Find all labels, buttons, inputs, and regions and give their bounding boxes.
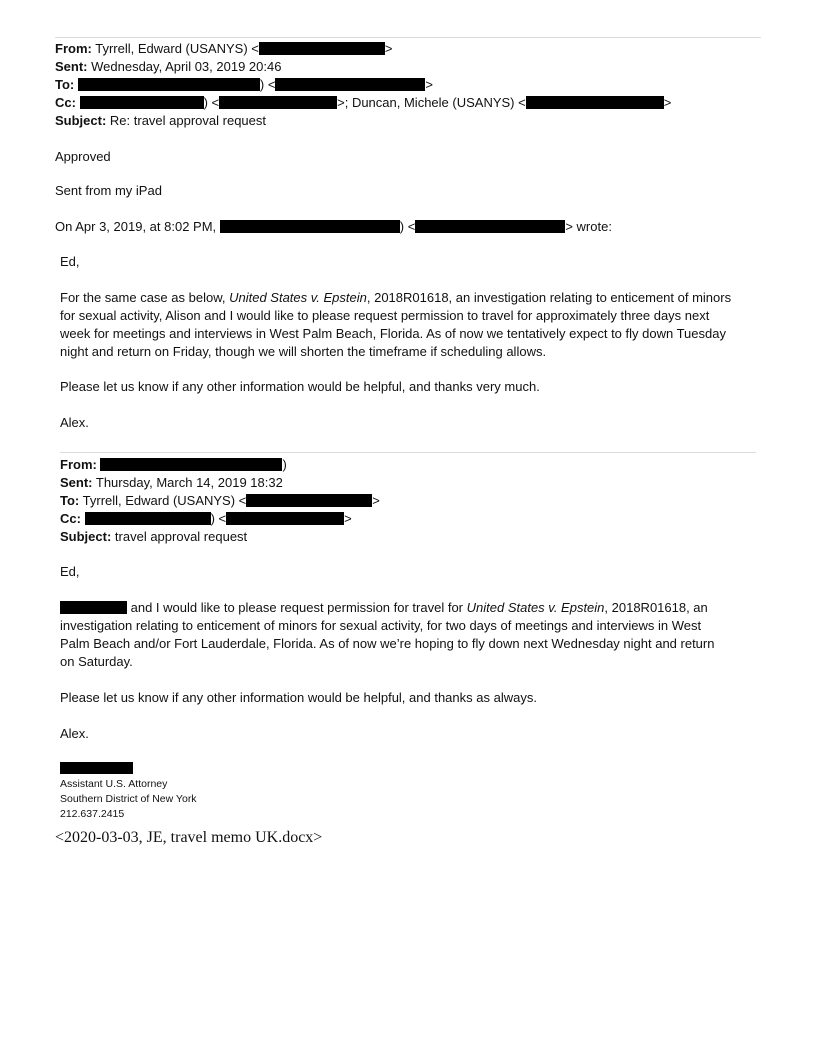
email2-paragraph-line: on Saturday. xyxy=(60,654,133,669)
to-label: To: xyxy=(60,493,80,508)
from-value: Tyrrell, Edward (USANYS) < xyxy=(95,41,259,56)
redaction-bar xyxy=(100,458,282,471)
email1-from-row: From: Tyrrell, Edward (USANYS) < > xyxy=(55,41,393,56)
email2-paragraph-line: Palm Beach and/or Fort Lauderdale, Florida. As of now we’re hoping to fly down next Wednesday night and return xyxy=(60,636,715,651)
subject-value: travel approval request xyxy=(114,529,248,544)
signature-phone: 212.637.2415 xyxy=(60,808,125,820)
quoted-signoff: Alex. xyxy=(60,415,89,430)
quoted-paragraph-line: night and return on Friday, though we will shorten the timeframe if scheduling allows. xyxy=(60,344,547,359)
quote-attribution: On Apr 3, 2019, at 8:02 PM, ) < > wrote: xyxy=(55,219,612,234)
quoted-greeting: Ed, xyxy=(60,254,80,269)
email2-closing-paragraph: Please let us know if any other information would be helpful, and thanks as always. xyxy=(60,690,537,705)
email2-paragraph-line: investigation relating to enticement of minors for sexual activity, for two days of meetings and interviews in West xyxy=(60,618,702,633)
redaction-bar xyxy=(259,42,385,55)
quoted-divider xyxy=(60,452,756,453)
redaction-bar xyxy=(78,78,260,91)
email1-cc-row: Cc: ) < >; Duncan, Michele (USANYS) < > xyxy=(55,95,672,110)
redaction-bar xyxy=(60,762,133,774)
redaction-bar xyxy=(85,512,211,525)
quoted-paragraph-line: week for meetings and interviews in West Palm Beach, Florida. As of now we tentatively expect to fly down Tuesday xyxy=(60,326,726,341)
redaction-bar xyxy=(526,96,664,109)
redaction-bar xyxy=(80,96,204,109)
attachment-reference: <2020-03-03, JE, travel memo UK.docx> xyxy=(55,829,323,846)
signature-name xyxy=(60,762,133,777)
subject-label: Subject: xyxy=(55,113,107,128)
email2-to-row: To: Tyrrell, Edward (USANYS) < > xyxy=(60,493,380,508)
email2-sent-row xyxy=(60,474,283,492)
sent-value: Thursday, March 14, 2019 18:32 xyxy=(95,475,283,490)
redaction-bar xyxy=(275,78,425,91)
email2-greeting: Ed, xyxy=(60,564,80,579)
redaction-bar xyxy=(60,601,127,614)
email2-from-row: From: ) xyxy=(60,457,287,472)
cc-label: Cc: xyxy=(55,95,76,110)
case-name: United States v. Epstein xyxy=(466,600,605,615)
email1-subject-row xyxy=(55,112,266,130)
redaction-bar xyxy=(226,512,344,525)
header-divider xyxy=(55,37,761,38)
email2-cc-row: Cc: ) < > xyxy=(60,511,352,526)
redaction-bar xyxy=(246,494,372,507)
to-label: To: xyxy=(55,77,75,92)
email1-body-approved: Approved xyxy=(55,149,111,164)
email2-signoff: Alex. xyxy=(60,726,89,741)
cc-label: Cc: xyxy=(60,511,81,526)
email1-to-row: To: ) < > xyxy=(55,77,434,92)
case-name: United States v. Epstein xyxy=(229,290,367,305)
from-label: From: xyxy=(55,41,92,56)
email1-sent-row xyxy=(55,58,281,76)
to-value: Tyrrell, Edward (USANYS) < xyxy=(82,493,247,508)
from-label: From: xyxy=(60,457,97,472)
email2-subject-row xyxy=(60,528,247,546)
redaction-bar xyxy=(219,96,337,109)
signature-title: Assistant U.S. Attorney xyxy=(60,778,168,790)
sent-label: Sent: xyxy=(55,59,88,74)
email1-body-signature: Sent from my iPad xyxy=(55,183,162,198)
redaction-bar xyxy=(415,220,565,233)
subject-value: Re: travel approval request xyxy=(109,113,267,128)
quoted-closing-paragraph: Please let us know if any other information would be helpful, and thanks very much. xyxy=(60,379,540,394)
quoted-paragraph-line: for sexual activity, Alison and I would like to please request permission to travel for approximately three days next xyxy=(60,308,710,323)
redaction-bar xyxy=(220,220,400,233)
quoted-paragraph-line: For the same case as below, United States v. Epstein, 2018R01618, an investigation relating to enticement of minors xyxy=(60,290,732,305)
signature-office: Southern District of New York xyxy=(60,793,197,805)
email2-paragraph-line: and I would like to please request permission for travel for United States v. Epstein, 2018R01618, an xyxy=(60,599,708,617)
sent-value: Wednesday, April 03, 2019 20:46 xyxy=(91,59,282,74)
subject-label: Subject: xyxy=(60,529,112,544)
sent-label: Sent: xyxy=(60,475,93,490)
